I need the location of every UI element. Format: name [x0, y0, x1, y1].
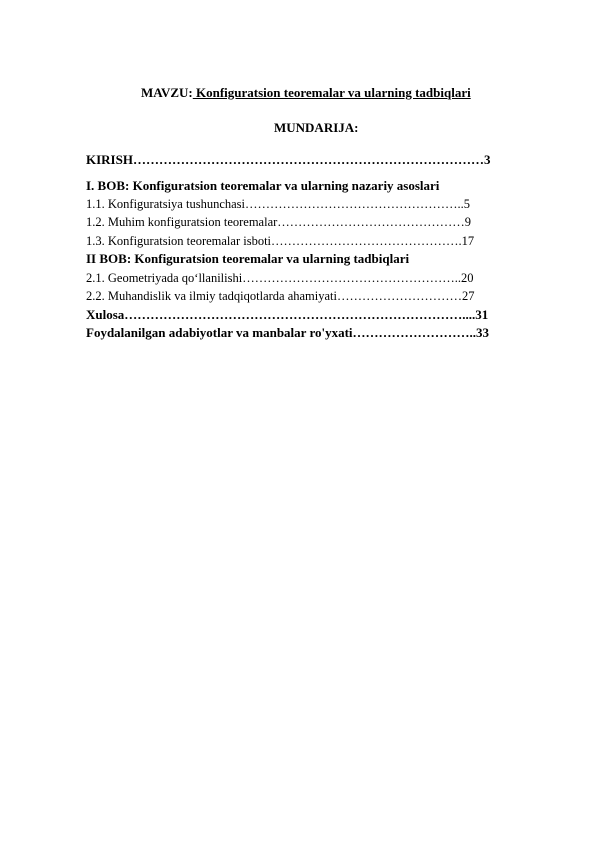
toc-heading: MUNDARIJA: [274, 120, 359, 135]
toc-entry-xulosa: Xulosa……………………………………………………………………....31 [86, 307, 489, 322]
toc-entry-kirish: KIRISH………………………………………………………………………3 [86, 152, 491, 167]
toc-entry-2-1: 2.1. Geometriyada qo‘llanilishi……………………………………………..20 [86, 271, 474, 285]
title-topic: Konfiguratsion teoremalar va ularning tadbiqlari [192, 85, 471, 100]
toc-entry-chapter-2: II BOB: Konfiguratsion teoremalar va ularning tadbiqlari [86, 251, 410, 266]
document-title [141, 85, 471, 101]
toc-entry-bibliography: Foydalanilgan adabiyotlar va manbalar ro'yxati………………………..33 [86, 325, 490, 340]
toc-entry-2-2: 2.2. Muhandislik va ilmiy tadqiqotlarda ahamiyati…………………………27 [86, 289, 475, 303]
toc-entry-1-3: 1.3. Konfiguratsion teoremalar isboti……………………………………….17 [86, 234, 475, 248]
toc-entry-1-2: 1.2. Muhim konfiguratsion teoremalar………………………………………9 [86, 215, 472, 229]
title-prefix: MAVZU: [141, 85, 193, 100]
toc-entry-chapter-1: I. BOB: Konfiguratsion teoremalar va ularning nazariy asoslari [86, 178, 440, 193]
toc-entry-1-1: 1.1. Konfiguratsiya tushunchasi……………………………………………..5 [86, 197, 471, 211]
